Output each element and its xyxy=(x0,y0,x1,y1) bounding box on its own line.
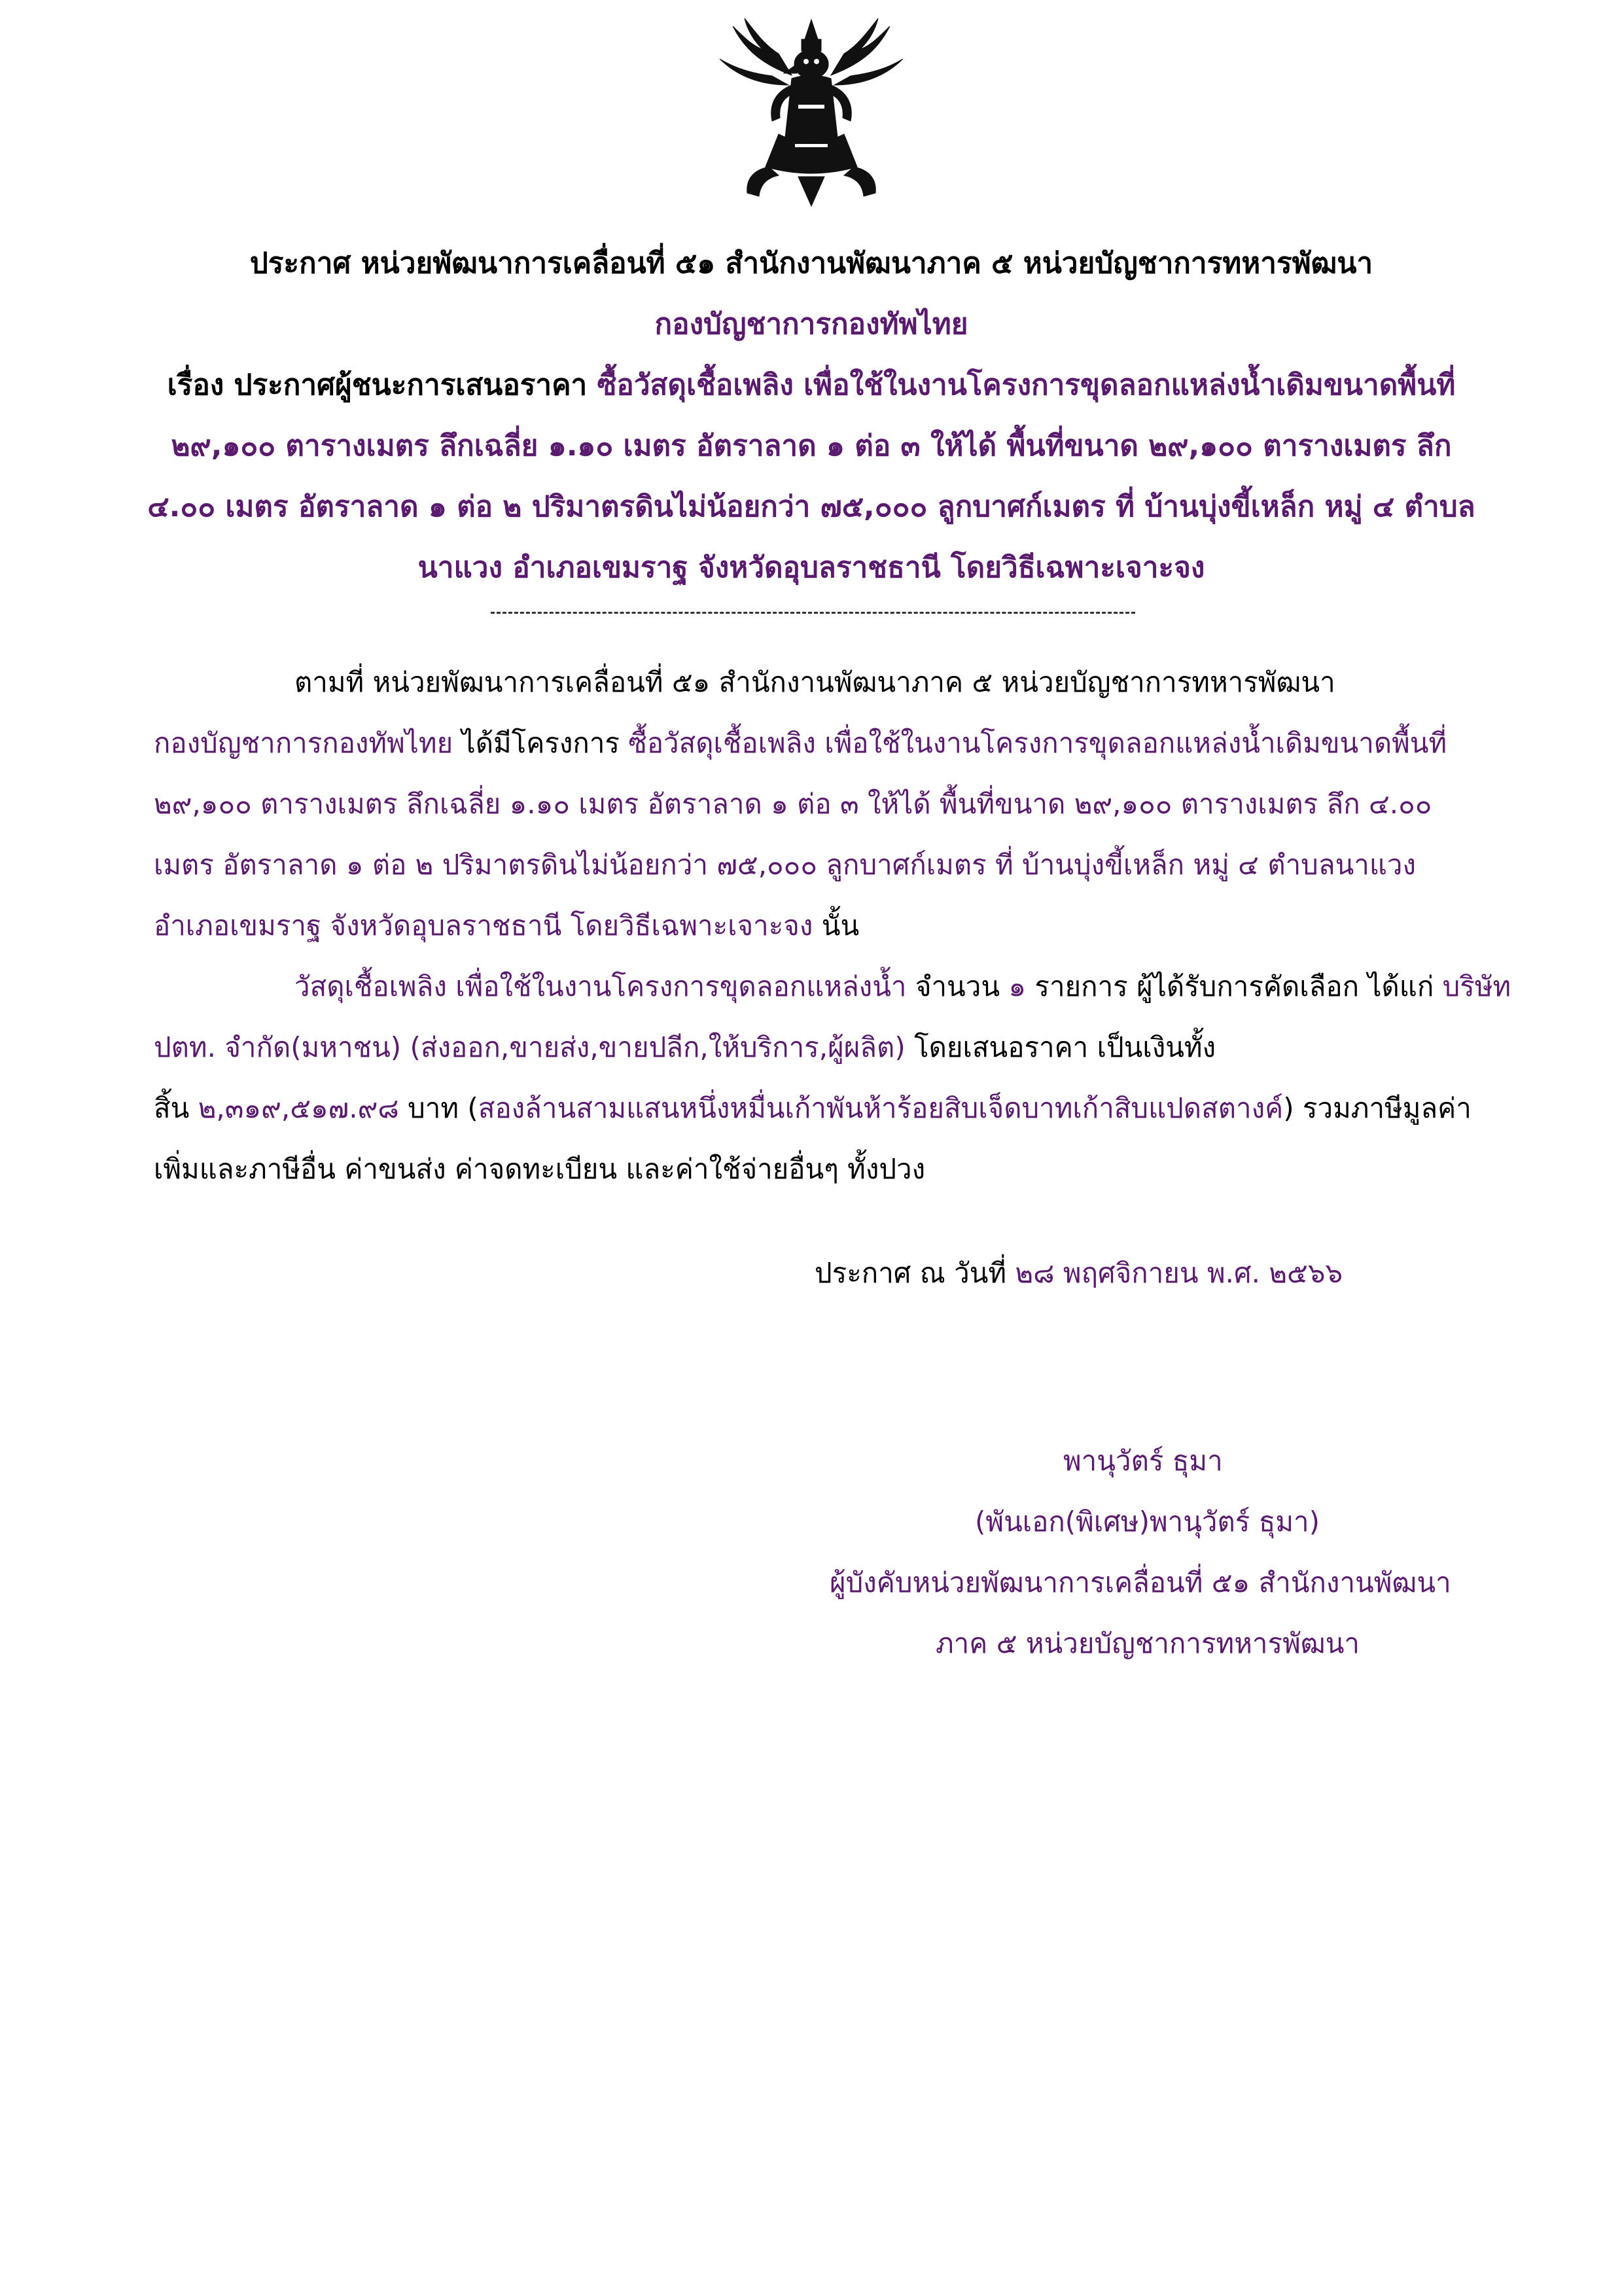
org-name: กองบัญชาการกองทัพไทย xyxy=(154,727,453,759)
paragraph-line xyxy=(154,1029,1216,1066)
signature-rank-name: (พันเอก(พิเศษ)พานุวัตร์ ธุมา) xyxy=(975,1506,1320,1538)
text-fragment: สิ้น xyxy=(154,1092,198,1124)
text-fragment: ) รวมภาษีมูลค่า xyxy=(1283,1092,1472,1124)
price-in-words: สองล้านสามแสนหนึ่งหมื่นเก้าพันห้าร้อยสิบเจ็ดบาทเก้าสิบแปดสตางค์ xyxy=(478,1092,1284,1124)
text-fragment: ได้มีโครงการ xyxy=(453,727,629,759)
signature-name: พานุวัตร์ ธุมา xyxy=(1063,1445,1223,1477)
paragraph-line: เมตร อัตราลาด ๑ ต่อ ๒ ปริมาตรดินไม่น้อยกว่า ๗๕,๐๐๐ ลูกบาศก์เมตร ที่ บ้านบุ่งขี้เหล็ก หมู่ ๔ ตำบลนาแวง xyxy=(154,849,1417,881)
project-name: ซื้อวัสดุเชื้อเพลิง เพื่อใช้ในงานโครงการขุดลอกแหล่งน้ำเดิมขนาดพื้นที่ xyxy=(628,727,1447,759)
paragraph-line: ตามที่ หน่วยพัฒนาการเคลื่อนที่ ๕๑ สำนักงานพัฒนาภาค ๕ หน่วยบัญชาการทหารพัฒนา xyxy=(294,666,1335,698)
paragraph-line xyxy=(154,908,859,944)
garuda-emblem-icon xyxy=(707,13,916,209)
text-fragment: นั้น xyxy=(813,910,860,942)
subject-prefix: เรื่อง ประกาศผู้ชนะการเสนอราคา xyxy=(167,368,588,402)
paragraph-line: ๒๙,๑๐๐ ตารางเมตร ลึกเฉลี่ย ๑.๑๐ เมตร อัตราลาด ๑ ต่อ ๓ ให้ได้ พื้นที่ขนาด ๒๙,๑๐๐ ตารางเมตร ลึก ๔.๐๐ xyxy=(154,788,1432,820)
announce-label: ประกาศ ณ วันที่ xyxy=(815,1257,1015,1289)
subject-line: ๒๙,๑๐๐ ตารางเมตร ลึกเฉลี่ย ๑.๑๐ เมตร อัตราลาด ๑ ต่อ ๓ ให้ได้ พื้นที่ขนาด ๒๙,๑๐๐ ตารางเมตร ลึก xyxy=(171,429,1452,463)
subject-line: ๔.๐๐ เมตร อัตราลาด ๑ ต่อ ๒ ปริมาตรดินไม่น้อยกว่า ๗๕,๐๐๐ ลูกบาศก์เมตร ที่ บ้านบุ่งขี้เหล็ก หมู่ ๔ ตำบล xyxy=(147,490,1475,523)
text-fragment: บาท ( xyxy=(398,1092,478,1124)
price-amount: ๒,๓๑๙,๕๑๗.๙๘ xyxy=(198,1092,399,1124)
signature-position: ผู้บังคับหน่วยพัฒนาการเคลื่อนที่ ๕๑ สำนักงานพัฒนา xyxy=(830,1566,1451,1598)
divider-line xyxy=(491,612,1135,614)
paragraph-line xyxy=(294,968,1511,1005)
paragraph-line xyxy=(154,1090,1472,1127)
announce-date: ๒๘ พฤศจิกายน พ.ศ. ๒๕๖๖ xyxy=(1015,1257,1343,1289)
signature-position: ภาค ๕ หน่วยบัญชาการทหารพัฒนา xyxy=(936,1627,1360,1659)
text-fragment: รายการ ผู้ได้รับการคัดเลือก ได้แก่ xyxy=(1026,970,1443,1002)
subject-line xyxy=(131,367,1492,404)
text-fragment: โดยเสนอราคา เป็นเงินทั้ง xyxy=(905,1031,1216,1063)
subject-text: ซื้อวัสดุเชื้อเพลิง เพื่อใช้ในงานโครงการขุดลอกแหล่งน้ำเดิมขนาดพื้นที่ xyxy=(597,368,1456,402)
announce-date-line xyxy=(815,1255,1343,1292)
item-count: ๑ xyxy=(1008,970,1027,1002)
paragraph-line xyxy=(154,725,1447,762)
winner-name: ปตท. จำกัด(มหาชน) (ส่งออก,ขายส่ง,ขายปลีก,ให้บริการ,ผู้ผลิต) xyxy=(154,1031,906,1063)
text-fragment: จำนวน xyxy=(906,970,1009,1002)
project-location: อำเภอเขมราฐ จังหวัดอุบลราชธานี โดยวิธีเฉพาะเจาะจง xyxy=(154,910,813,942)
announcement-title-org: กองบัญชาการกองทัพไทย xyxy=(654,308,968,341)
winner-name: บริษัท xyxy=(1442,970,1511,1002)
item-name: วัสดุเชื้อเพลิง เพื่อใช้ในงานโครงการขุดลอกแหล่งน้ำ xyxy=(294,970,907,1002)
paragraph-line: เพิ่มและภาษีอื่น ค่าขนส่ง ค่าจดทะเบียน และค่าใช้จ่ายอื่นๆ ทั้งปวง xyxy=(154,1153,926,1185)
subject-line: นาแวง อำเภอเขมราฐ จังหวัดอุบลราชธานี โดยวิธีเฉพาะเจาะจง xyxy=(417,551,1205,584)
announcement-title: ประกาศ หน่วยพัฒนาการเคลื่อนที่ ๕๑ สำนักงานพัฒนาภาค ๕ หน่วยบัญชาการทหารพัฒนา xyxy=(249,247,1373,280)
